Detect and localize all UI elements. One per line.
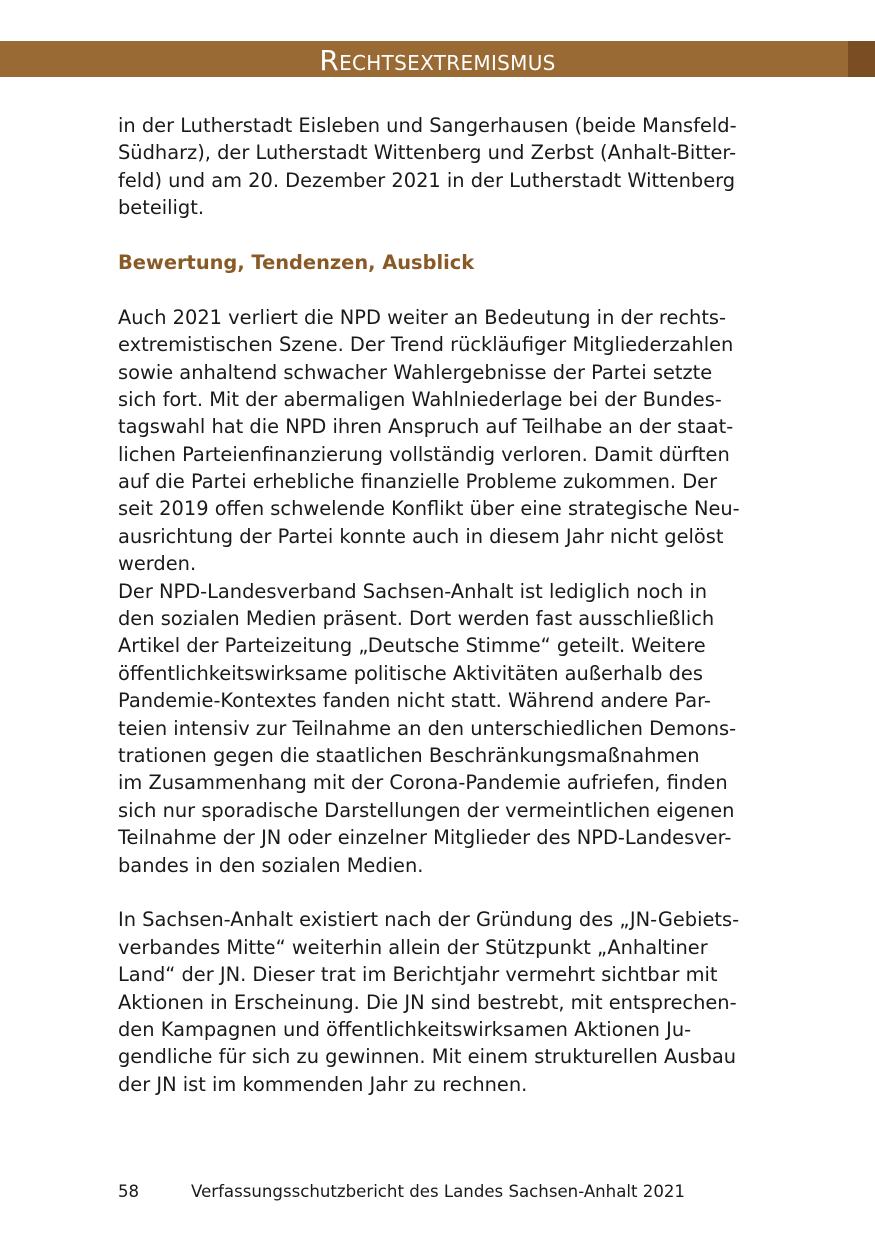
text-line: gendliche für sich zu gewinnen. Mit einem strukturellen Ausbau — [118, 1045, 737, 1069]
text-line: verbandes Mitte“ weiterhin allein der Stützpunkt „Anhaltiner — [118, 935, 708, 959]
publication-title: Verfassungsschutzbericht des Landes Sachsen-Anhalt 2021 — [191, 1182, 685, 1201]
text-line: Land“ der JN. Dieser trat im Berichtjahr vermehrt sichtbar mit — [118, 963, 718, 987]
text-line: Pandemie-Kontextes fanden nicht statt. Während andere Par- — [118, 689, 711, 713]
text-line: extremistischen Szene. Der Trend rückläufiger Mitgliederzahlen — [118, 333, 734, 357]
text-line: teien intensiv zur Teilnahme an den unterschiedlichen Demons- — [118, 716, 737, 740]
page-body — [118, 112, 758, 1098]
text-line: der JN ist im kommenden Jahr zu rechnen. — [118, 1072, 528, 1096]
text-line: Artikel der Parteizeitung „Deutsche Stimme“ geteilt. Weitere — [118, 634, 706, 658]
text-line: trationen gegen die staatlichen Beschränkungsmaßnahmen — [118, 743, 700, 767]
text-line: auf die Partei erhebliche finanzielle Probleme zukommen. Der — [118, 470, 718, 494]
page-footer — [118, 1181, 685, 1203]
text-line: seit 2019 offen schwelende Konflikt über eine strategische Neu- — [118, 497, 740, 521]
section-title: Rechtsextremismus — [319, 44, 556, 77]
text-line: Teilnahme der JN oder einzelner Mitglieder des NPD-Landesver- — [118, 826, 732, 850]
text-line: bandes in den sozialen Medien. — [118, 853, 424, 877]
text-line: lichen Parteienfinanzierung vollständig verloren. Damit dürften — [118, 442, 730, 466]
text-line: Auch 2021 verliert die NPD weiter an Bedeutung in der rechts- — [118, 305, 727, 329]
text-line: Der NPD-Landesverband Sachsen-Anhalt ist lediglich noch in — [118, 579, 708, 603]
paragraph-jn — [118, 906, 758, 1098]
text-line: sowie anhaltend schwacher Wahlergebnisse der Partei setzte — [118, 360, 713, 384]
text-line: beteiligt. — [118, 196, 205, 220]
text-line: den Kampagnen und öffentlichkeitswirksamen Aktionen Ju- — [118, 1017, 692, 1041]
paragraph-intro — [118, 112, 758, 222]
section-heading: Bewertung, Tendenzen, Ausblick — [118, 250, 475, 274]
paragraph-assessment — [118, 304, 758, 879]
text-line: in der Lutherstadt Eisleben und Sangerhausen (beide Mansfeld- — [118, 114, 737, 137]
text-line: sich nur sporadische Darstellungen der vermeintlichen eigenen — [118, 798, 735, 822]
text-line: öffentlichkeitswirksame politische Aktivitäten außerhalb des — [118, 661, 703, 685]
text-line: feld) und am 20. Dezember 2021 in der Lutherstadt Wittenberg — [118, 168, 736, 192]
text-line: ausrichtung der Partei konnte auch in diesem Jahr nicht gelöst — [118, 524, 724, 548]
text-line: Aktionen in Erscheinung. Die JN sind bestrebt, mit entsprechen- — [118, 990, 737, 1014]
text-line: tagswahl hat die NPD ihren Anspruch auf Teilhabe an der staat- — [118, 415, 734, 439]
text-line: den sozialen Medien präsent. Dort werden fast ausschließlich — [118, 607, 715, 631]
text-line: In Sachsen-Anhalt existiert nach der Gründung des „JN-Gebiets- — [118, 908, 740, 932]
page-number: 58 — [118, 1182, 140, 1201]
text-line: Südharz), der Lutherstadt Wittenberg und Zerbst (Anhalt-Bitter- — [118, 141, 737, 165]
text-line: im Zusammenhang mit der Corona-Pandemie aufriefen, finden — [118, 771, 728, 795]
text-line: werden. — [118, 552, 197, 576]
text-line: sich fort. Mit der abermaligen Wahlniederlage bei der Bundes- — [118, 387, 722, 411]
